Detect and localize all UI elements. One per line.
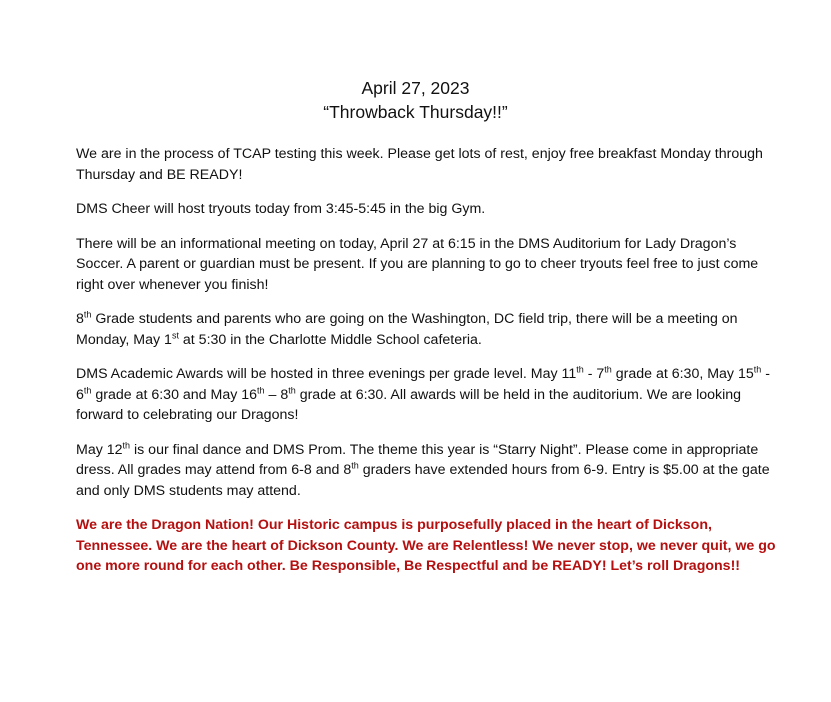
prom-paragraph: [76, 440, 776, 502]
awards-text-3: grade at 6:30, May 15: [611, 366, 754, 382]
awards-sup-4: th: [83, 384, 92, 395]
dc-trip-paragraph: [76, 309, 776, 350]
awards-sup-6: th: [288, 384, 296, 395]
soccer-paragraph: There will be an informational meeting on today, April 27 at 6:15 in the DMS Auditorium for Lady Dragon’s Soccer. A parent or guardian must be present. If you are planning to go to cheer tryouts feel free to just come right over whenever you finish!: [76, 235, 759, 293]
dc-text-part1: Grade students and parents who are going on the Washington, DC field trip, there will be a meeting on Monday, May 1: [76, 311, 738, 348]
awards-sup-3: th: [753, 364, 762, 375]
announcement-header: [0, 76, 831, 124]
announcement-date: April 27, 2023: [361, 78, 470, 98]
cheer-paragraph: DMS Cheer will host tryouts today from 3:45-5:45 in the big Gym.: [76, 201, 486, 217]
closing-statement: We are the Dragon Nation! Our Historic campus is purposefully placed in the heart of Dickson, Tennessee. We are the heart of Dickson County. We are Relentless! We never stop, we never quit, we go one more round for each other. Be Responsible, Be Respectful and be READY! Let’s roll Dragons!!: [76, 517, 776, 574]
prom-sup-1: th: [122, 439, 131, 450]
awards-sup-1: th: [576, 364, 584, 375]
dc-grade-suffix: th: [83, 309, 92, 320]
announcement-subtitle: “Throwback Thursday!!”: [323, 102, 508, 122]
dc-text-part2: at 5:30 in the Charlotte Middle School cafeteria.: [178, 331, 482, 348]
tcap-paragraph: We are in the process of TCAP testing this week. Please get lots of rest, enjoy free breakfast Monday through Thursday and BE READY!: [76, 146, 763, 183]
dc-grade-number: 8: [76, 311, 84, 327]
prom-sup-2: th: [351, 460, 359, 471]
prom-text-1: May 12: [76, 441, 123, 458]
awards-text-1: DMS Academic Awards will be hosted in three evenings per grade level. May 11: [76, 366, 577, 382]
prom-text-3: graders have extended hours from 6-9. Entry is $5.00 at the gate and only DMS students may attend.: [76, 462, 770, 499]
announcement-body: [76, 144, 776, 577]
awards-sup-5: th: [257, 384, 265, 395]
awards-text-7: grade at 6:30. All awards will be held in the auditorium. We are looking forward to celebrating our Dragons!: [76, 386, 742, 423]
awards-sup-2: th: [604, 364, 612, 375]
awards-text-5: grade at 6:30 and May 16: [91, 386, 258, 403]
awards-text-4: - 6: [76, 366, 770, 403]
prom-text-2: is our final dance and DMS Prom. The theme this year is “Starry Night”. Please come in appropriate dress. All grades may attend from 6-8 and 8: [76, 441, 759, 478]
awards-text-2: - 7: [583, 366, 605, 382]
dc-may-suffix: st: [171, 329, 179, 340]
awards-paragraph: [76, 364, 776, 426]
awards-text-6: – 8: [264, 386, 289, 403]
